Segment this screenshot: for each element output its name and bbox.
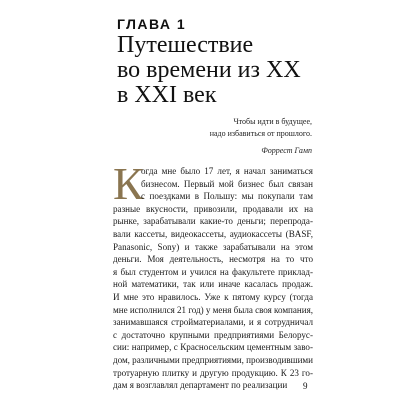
epigraph-line: Чтобы идти в будущее,	[233, 117, 312, 126]
epigraph-line: надо избавиться от прошлого.	[209, 128, 312, 138]
body-line: дом, различными предприятиями, производившими	[113, 354, 313, 365]
body-line: с поездками в Польшу: мы покупали там	[141, 191, 313, 202]
chapter-title-line: Путешествие	[117, 32, 254, 58]
body-line: тротуарную плитку и другую продукцию. К 23 го-	[113, 367, 313, 378]
body-line: Panasonic, Sony) и также зарабатывали на этом	[113, 241, 313, 252]
body-text	[113, 165, 313, 392]
body-line: ной математики, так или иначе касалась продаж.	[113, 279, 313, 290]
body-line: с достаточно крупными предприятиями Белорус-	[113, 329, 313, 340]
epigraph	[92, 116, 312, 157]
body-line: сии: например, с Красносельским цементным заво-	[113, 342, 313, 353]
chapter-title-line: во времени из XX	[117, 57, 301, 83]
epigraph-author: Форрест Гамп	[261, 146, 312, 155]
body-line: рынке, зарабатывали какие-то деньги; перепрода-	[113, 216, 313, 227]
body-line: вали кассеты, видеокассеты, аудиокассеты (BASF,	[113, 228, 313, 239]
drop-cap: К	[113, 158, 144, 209]
chapter-title-line: в XXI век	[117, 82, 217, 108]
body-line: бизнесом. Первый мой бизнес был связан	[141, 178, 313, 189]
chapter-label: ГЛАВА 1	[117, 16, 187, 32]
body-line: дам я возглавлял департамент по реализации	[113, 380, 288, 391]
body-line: огда мне было 17 лет, я начал заниматься	[141, 166, 313, 176]
body-line: деньги. Моя деятельность, несмотря на то что	[113, 254, 313, 265]
page-number: 9	[303, 381, 308, 391]
body-line: мне исполнился 21 год) у меня была своя компания,	[113, 304, 313, 315]
body-line: разные вкусности, привозили, продавали их на	[113, 203, 313, 214]
body-line: я был студентом и учился на факультете приклад-	[113, 266, 313, 277]
body-line: И мне это нравилось. Уже к пятому курсу (тогда	[113, 291, 313, 302]
chapter-title	[117, 33, 301, 108]
body-line: занимавшаяся стройматериалами, и я сотрудничал	[113, 317, 313, 328]
